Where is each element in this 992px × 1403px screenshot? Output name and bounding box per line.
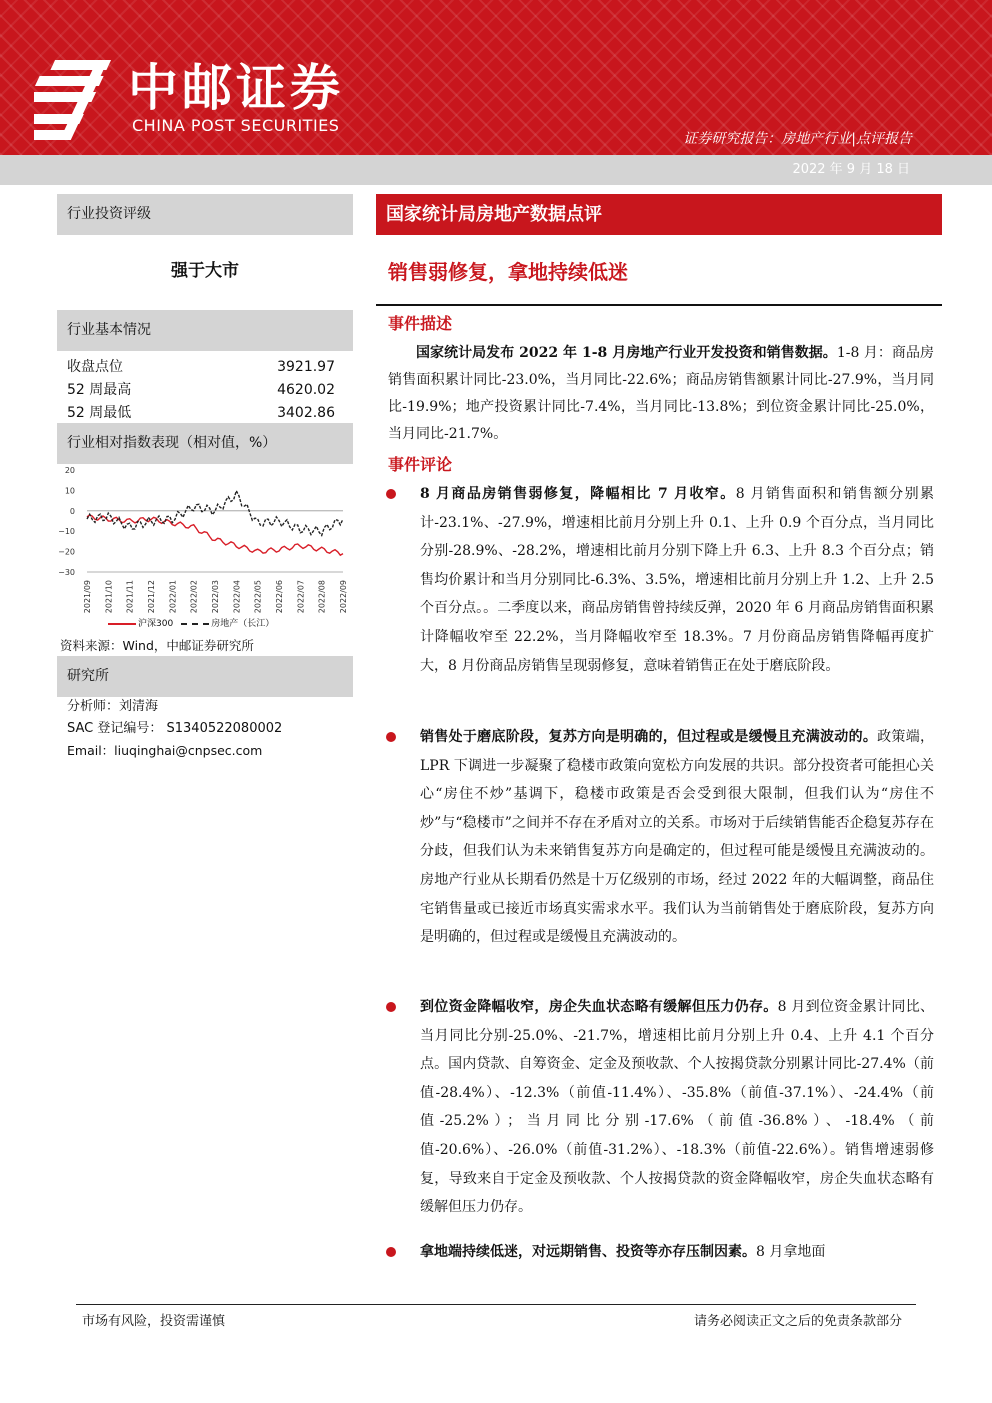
y-tick-label: 0	[69, 506, 75, 516]
bullet-dot-icon	[386, 489, 396, 499]
basic-info-key: 收盘点位	[67, 359, 123, 375]
y-tick-label: −10	[58, 527, 75, 537]
event-desc-lead: 国家统计局发布 2022 年 1-8 月房地产行业开发投资和销售数据。	[416, 345, 837, 361]
basic-info-key: 52 周最高	[67, 382, 132, 398]
research-label: 研究所	[67, 668, 109, 684]
x-tick-label: 2022/09	[339, 580, 348, 614]
series-line	[87, 491, 343, 536]
comment-bullet	[388, 723, 934, 952]
bullet-dot-icon	[386, 1002, 396, 1012]
rating-label: 行业投资评级	[67, 206, 151, 222]
basic-info-row	[57, 356, 353, 379]
basic-info-row	[57, 379, 353, 402]
rating-value: 强于大市	[171, 261, 239, 281]
chart-source: 资料来源：Wind，中邮证券研究所	[60, 638, 254, 653]
y-tick-label: 20	[64, 466, 75, 475]
x-tick-label: 2021/11	[125, 580, 135, 614]
report-title: 国家统计局房地产数据点评	[376, 194, 942, 235]
bullet-text	[420, 993, 934, 1222]
bullet-lead: 8 月商品房销售弱修复，降幅相比 7 月收窄。	[420, 486, 736, 502]
y-tick-label: −30	[58, 568, 75, 577]
bullet-body: 8 月销售面积和销售额分别累计-23.1%、-27.9%，增速相比前月分别上升 0.1、上升 0.9 个百分点，当月同比分别-28.9%、-28.2%，增速相比前月分别下降上升 6.3、上升 8.3 个百分点；销售均价累计和当月分别同比-6.3%、3.5%，增速相比前月分别上升 1.2、上升 2.5 个百分点。。二季度以来，商品房销售曾持续反弹，2020 年 6 月商品房销售面积累计降幅收窄至 22.2%，当月降幅收窄至 18.3%。7 月份商品房销售降幅再度扩大，8 月份商品房销售呈现弱修复，意味着销售正在处于磨底阶段。	[420, 486, 934, 674]
basic-info-key: 52 周最低	[67, 405, 132, 421]
basic-info-label-box	[57, 310, 353, 351]
chart-legend	[108, 616, 274, 629]
x-tick-label: 2022/03	[211, 580, 220, 614]
y-tick-label: −20	[58, 547, 75, 557]
y-tick-label: 10	[64, 486, 75, 496]
x-tick-label: 2022/05	[253, 580, 263, 614]
comment-bullet	[388, 993, 934, 1222]
bullet-text	[420, 1238, 934, 1267]
analyst-email: Email：liuqinghai@cnpsec.com	[67, 743, 263, 758]
x-tick-label: 2022/06	[275, 580, 284, 614]
basic-info-value: 4620.02	[277, 382, 335, 398]
footer-divider	[76, 1304, 916, 1305]
basic-info-row	[57, 402, 353, 425]
x-tick-label: 2022/01	[168, 580, 178, 614]
report-subtitle: 销售弱修复，拿地持续低迷	[388, 260, 628, 284]
legend-label: 沪深300	[138, 619, 174, 629]
report-date: 2022 年 9 月 18 日	[792, 162, 910, 177]
x-tick-label: 2022/02	[189, 580, 199, 614]
x-tick-label: 2022/08	[317, 580, 327, 614]
basic-info-value: 3921.97	[277, 359, 335, 375]
bullet-dot-icon	[386, 1247, 396, 1257]
legend-item	[108, 616, 173, 629]
analyst-name: 分析师：刘清海	[67, 699, 159, 714]
legend-item	[181, 616, 274, 629]
basic-info-label: 行业基本情况	[67, 322, 151, 338]
x-tick-label: 2021/12	[147, 580, 156, 614]
bullet-dot-icon	[386, 732, 396, 742]
bullet-body: 政策端，LPR 下调进一步凝聚了稳楼市政策向宽松方向发展的共识。部分投资者可能担心关心“房住不炒”基调下，稳楼市政策是否会受到很大限制，但我们认为“房住不炒”与“稳楼市”之间并不存在矛盾对立的关系。市场对于后续销售能否企稳复苏存在分歧，但我们认为未来销售复苏方向是确定的，但过程可能是缓慢且充满波动的。房地产行业从长期看仍然是十万亿级别的市场，经过 2022 年的大幅调整，商品住宅销售量或已接近市场真实需求水平。我们认为当前销售处于磨底阶段，复苏方向是明确的，但过程或是缓慢且充满波动的。	[420, 729, 934, 946]
bullet-lead: 拿地端持续低迷，对远期销售、投资等亦存压制因素。	[420, 1244, 756, 1260]
section-event-comment: 事件评论	[388, 455, 453, 474]
basic-info-value: 3402.86	[277, 405, 335, 421]
event-desc-body: 1-8 月：商品房销售面积累计同比-23.0%，当月同比-22.6%；商品房销售额累计同比-27.9%，当月同比-19.9%；地产投资累计同比-7.4%，当月同比-13.8%；到位资金累计同比-25.0%，当月同比-21.7%。	[388, 345, 934, 442]
basic-info-table	[57, 356, 353, 425]
x-tick-label: 2021/10	[104, 580, 114, 614]
legend-label: 房地产（长江）	[211, 619, 275, 629]
bullet-text	[420, 723, 934, 952]
title-divider	[376, 304, 942, 306]
bullet-body: 8 月拿地面	[756, 1244, 826, 1260]
legend-swatch-icon	[108, 623, 136, 625]
brand-name-en: CHINA POST SECURITIES	[132, 116, 340, 135]
bullet-lead: 到位资金降幅收窄，房企失血状态略有缓解但压力仍存。	[420, 999, 778, 1015]
relative-index-chart-svg	[57, 462, 353, 632]
footer-disclaimer-note: 请务必阅读正文之后的免责条款部分	[693, 1314, 902, 1329]
research-label-box	[57, 656, 353, 697]
legend-swatch-icon	[181, 623, 209, 625]
x-tick-label: 2021/09	[83, 580, 92, 614]
x-tick-label: 2022/04	[232, 580, 242, 614]
section-event-desc: 事件描述	[388, 314, 453, 333]
brand-name-cn: 中邮证券	[128, 59, 344, 117]
bullet-text	[420, 480, 934, 680]
relative-index-chart	[57, 462, 353, 632]
comment-bullet	[388, 480, 934, 680]
rating-label-box	[57, 194, 353, 235]
x-tick-label: 2022/07	[296, 580, 306, 614]
comment-bullet	[388, 1238, 934, 1267]
event-desc-paragraph	[388, 340, 934, 448]
china-post-logo-icon	[34, 58, 122, 142]
bullet-body: 8 月到位资金累计同比、当月同比分别-25.0%、-21.7%，增速相比前月分别上升 0.4、上升 4.1 个百分点。国内贷款、自筹资金、定金及预收款、个人按揭贷款分别累计同比-27.4%（前值-28.4%）、-12.3%（前值-11.4%）、-35.8%（前值-37.1%）、-24.4%（前值-25.2%）；当月同比分别-17.6%（前值-36.8%）、-18.4%（前值-20.6%）、-26.0%（前值-31.2%）、-18.3%（前值-22.6%）。销售增速弱修复，导致来自于定金及预收款、个人按揭贷款的资金降幅收窄，房企失血状态略有缓解但压力仍存。	[420, 999, 935, 1216]
series-line	[87, 515, 343, 555]
report-type: 证券研究报告：房地产行业|点评报告	[683, 131, 912, 147]
footer-risk-note: 市场有风险，投资需谨慎	[82, 1314, 226, 1329]
analyst-sac: SAC 登记编号： S1340522080002	[67, 721, 283, 736]
page-header	[0, 0, 992, 155]
perf-label-box	[57, 423, 353, 464]
bullet-lead: 销售处于磨底阶段，复苏方向是明确的，但过程或是缓慢且充满波动的。	[420, 729, 878, 745]
perf-label: 行业相对指数表现（相对值，%）	[67, 435, 277, 451]
date-bar	[0, 155, 992, 185]
